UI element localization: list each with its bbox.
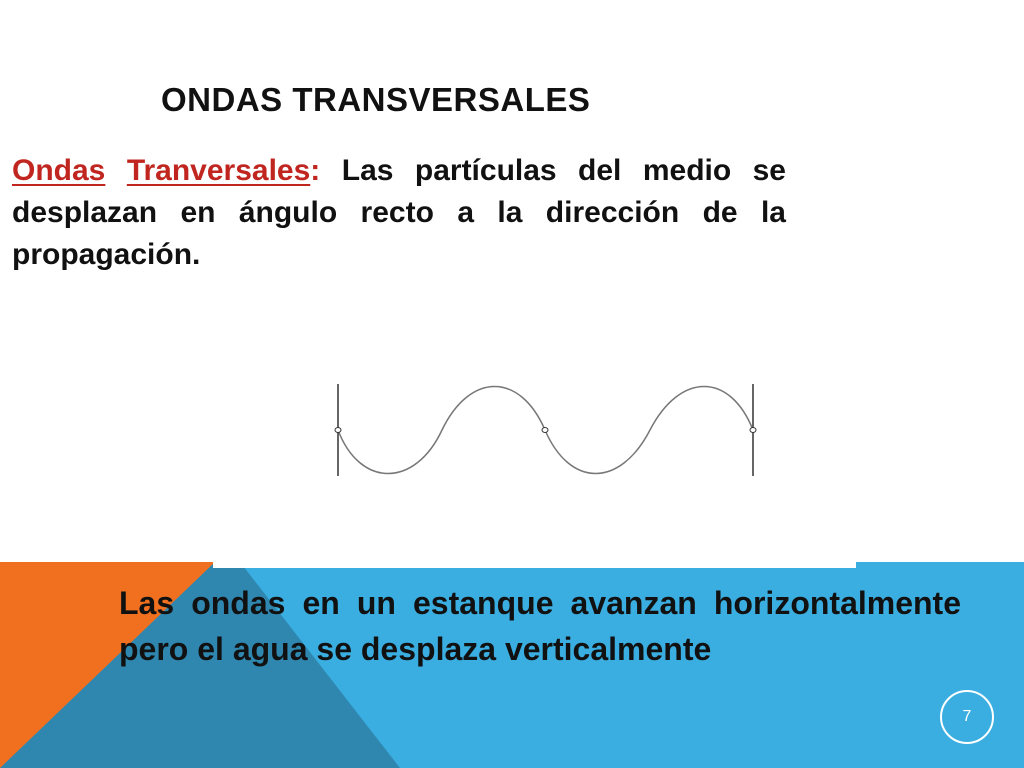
wave-node-left: [335, 428, 341, 433]
definition-term-ondas: Ondas: [12, 154, 106, 187]
definition-paragraph: [12, 150, 786, 276]
transverse-wave-diagram: [320, 378, 770, 488]
wave-node-middle: [542, 428, 548, 433]
wave-node-right: [750, 428, 756, 433]
definition-term-tranversales: Tranversales: [126, 154, 311, 187]
definition-text: Las partículas del medio se desplazan en ángulo recto a la dirección de la propagación.: [12, 154, 786, 271]
footer-white-strip: [213, 562, 856, 568]
slide-title: ONDAS TRANSVERSALES: [161, 81, 591, 118]
footer-statement: Las ondas en un estanque avanzan horizontalmente pero el agua se desplaza verticalmente: [119, 585, 961, 667]
definition-colon: :: [310, 154, 321, 187]
slide-number-badge: 7: [940, 690, 994, 744]
